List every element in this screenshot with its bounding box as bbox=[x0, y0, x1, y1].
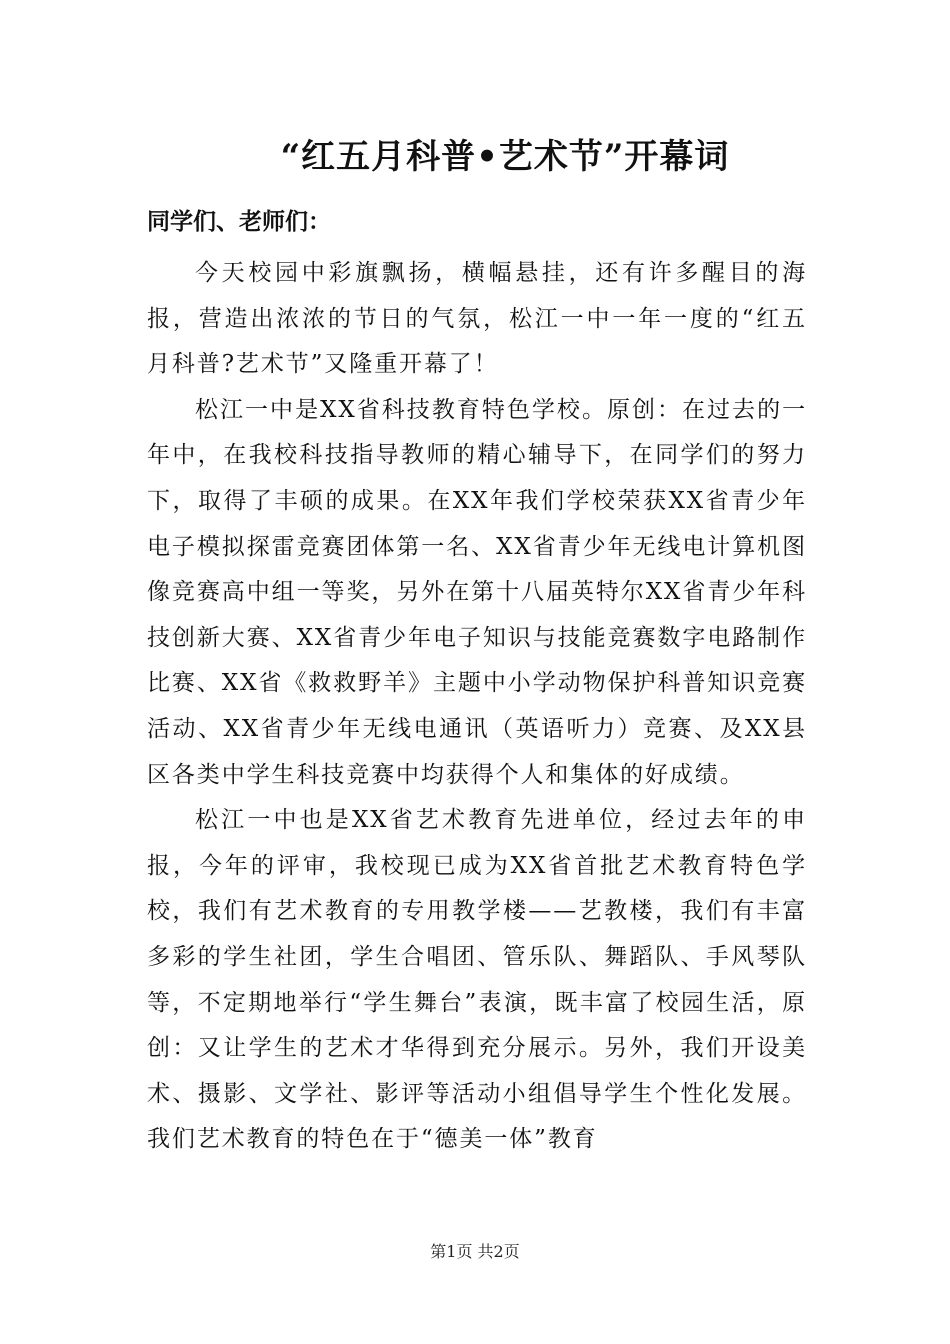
paragraph-art-education: 松江一中也是XX省艺术教育先进单位，经过去年的申报，今年的评审，我校现已成为XX省首批艺术教育特色学校，我们有艺术教育的专用教学楼——艺教楼，我们有丰富多彩的学生社团，学生合唱团、管乐队、舞蹈队、手风琴队等，不定期地举行“学生舞台”表演，既丰富了校园生活，原创：又让学生的艺术才华得到充分展示。另外，我们开设美术、摄影、文学社、影评等活动小组倡导学生个性化发展。我们艺术教育的特色在于“德美一体”教育 bbox=[147, 807, 807, 1153]
page-footer: 第1页 共2页 bbox=[430, 1242, 520, 1261]
salutation: 同学们、老师们： bbox=[147, 208, 331, 235]
paragraph-opening: 今天校园中彩旗飘扬，横幅悬挂，还有许多醒目的海报，营造出浓浓的节日的气氛，松江一中一年一度的“红五月科普?艺术节”又隆重开幕了！ bbox=[147, 260, 807, 378]
paragraph-science-education: 松江一中是XX省科技教育特色学校。原创：在过去的一年中，在我校科技指导教师的精心辅导下，在同学们的努力下，取得了丰硕的成果。在XX年我们学校荣获XX省青少年电子模拟探雷竞赛团体第一名、XX省青少年无线电计算机图像竞赛高中组一等奖，另外在第十八届英特尔XX省青少年科技创新大赛、XX省青少年电子知识与技能竞赛数字电路制作比赛、XX省《救救野羊》主题中小学动物保护科普知识竞赛活动、XX省青少年无线电通讯（英语听力）竞赛、及XX县区各类中学生科技竞赛中均获得个人和集体的好成绩。 bbox=[147, 396, 807, 788]
document-body bbox=[147, 251, 807, 1163]
document-title: “红五月科普•艺术节”开幕词 bbox=[280, 137, 730, 177]
